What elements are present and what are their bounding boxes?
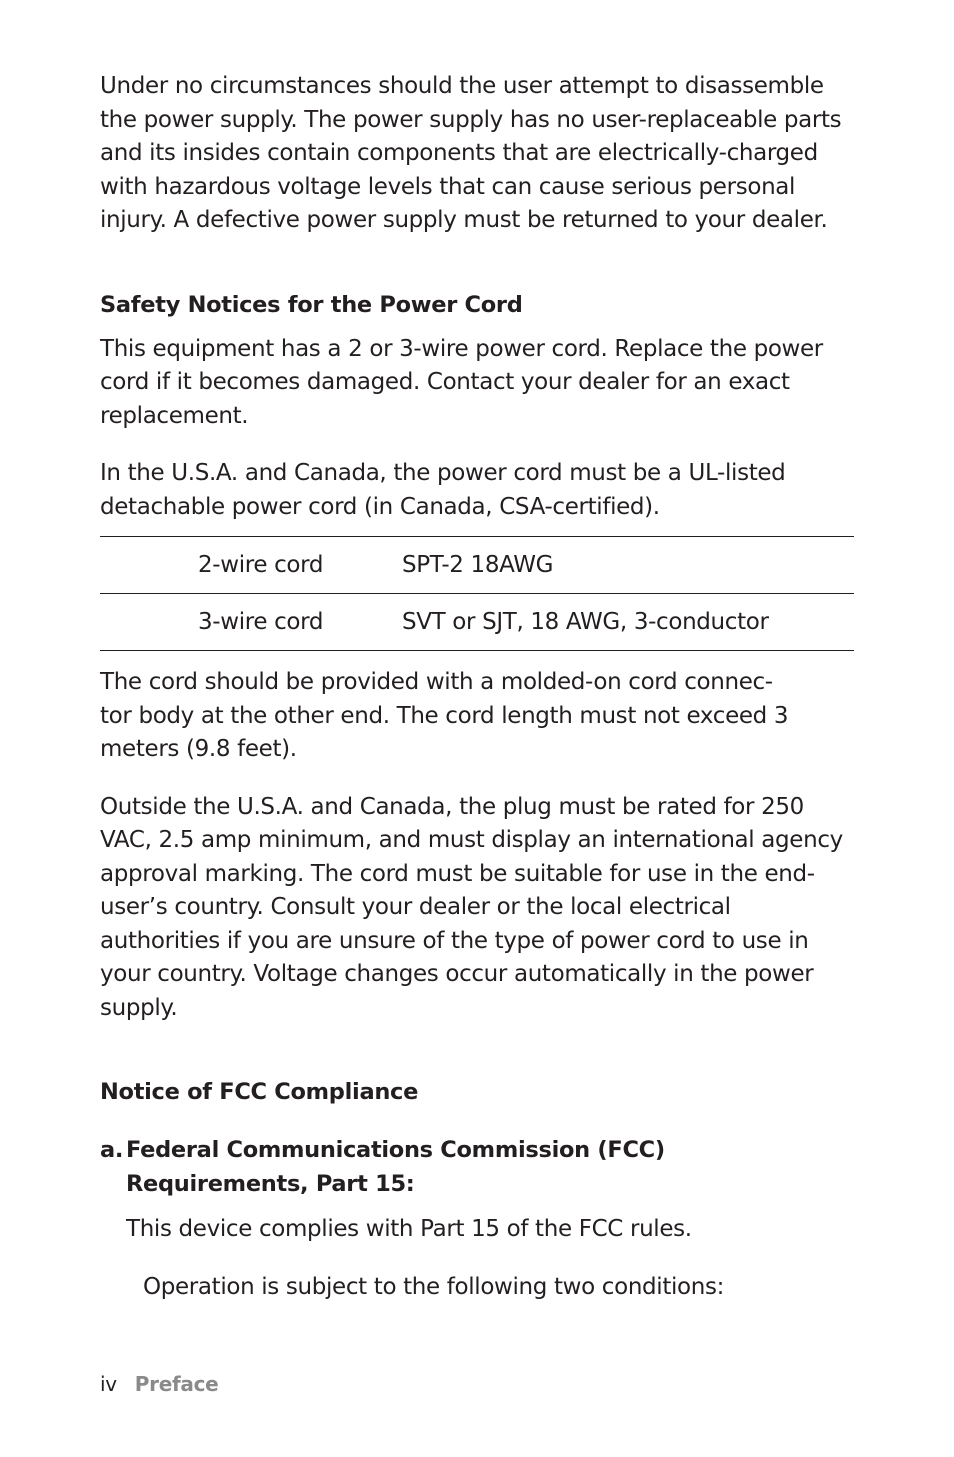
power-cord-heading: Safety Notices for the Power Cord [100,291,523,318]
fcc-subheading-text: Federal Communications Commission (FCC) Requirements, Part 15: [126,1137,665,1197]
cord-spec-cell: SPT-2 18AWG [402,552,554,578]
page-footer [100,1370,218,1398]
page-number: iv [100,1372,117,1396]
cord-spec-table [100,536,854,651]
fcc-paragraph: This device complies with Part 15 of the FCC rules. [126,1216,692,1242]
fcc-subheading [100,1134,854,1201]
table-row [100,594,854,651]
cord-type-cell: 2-wire cord [198,552,324,578]
document-page [100,70,854,1304]
power-cord-paragraph: The cord should be provided with a molded-on cord connec- tor body at the other end. The cord length must not exceed 3 meters (9.8 feet). [100,669,789,762]
cord-type-cell: 3-wire cord [198,609,324,635]
power-cord-paragraph: This equipment has a 2 or 3-wire power cord. Replace the power cord if it becomes damaged. Contact your dealer for an exact replacement. [100,335,823,429]
table-row [100,537,854,594]
fcc-paragraph: Operation is subject to the following two conditions: [143,1273,725,1300]
section-label: Preface [134,1372,219,1396]
power-cord-paragraph: In the U.S.A. and Canada, the power cord must be a UL-listed detachable power cord (in Canada, CSA-certified). [100,460,786,520]
fcc-heading: Notice of FCC Compliance [100,1079,419,1105]
intro-paragraph: Under no circumstances should the user attempt to disassemble the power supply. The power supply has no user-replaceable parts and its insides contain components that are electrically-charged with hazardous voltage levels that can cause serious personal injury. A defective power supply must be returned to your dealer. [100,73,842,233]
cord-spec-cell: SVT or SJT, 18 AWG, 3-conductor [402,609,769,635]
power-cord-paragraph: Outside the U.S.A. and Canada, the plug must be rated for 250 VAC, 2.5 amp minimum, and must display an international agency approval marking. The cord must be suitable for use in the end-user’s country. Consult your dealer or the local electrical authorities if you are unsure of the type of power cord to use in your country. Voltage changes occur automatically in the power supply. [100,793,843,1021]
list-marker: a. [100,1137,124,1163]
